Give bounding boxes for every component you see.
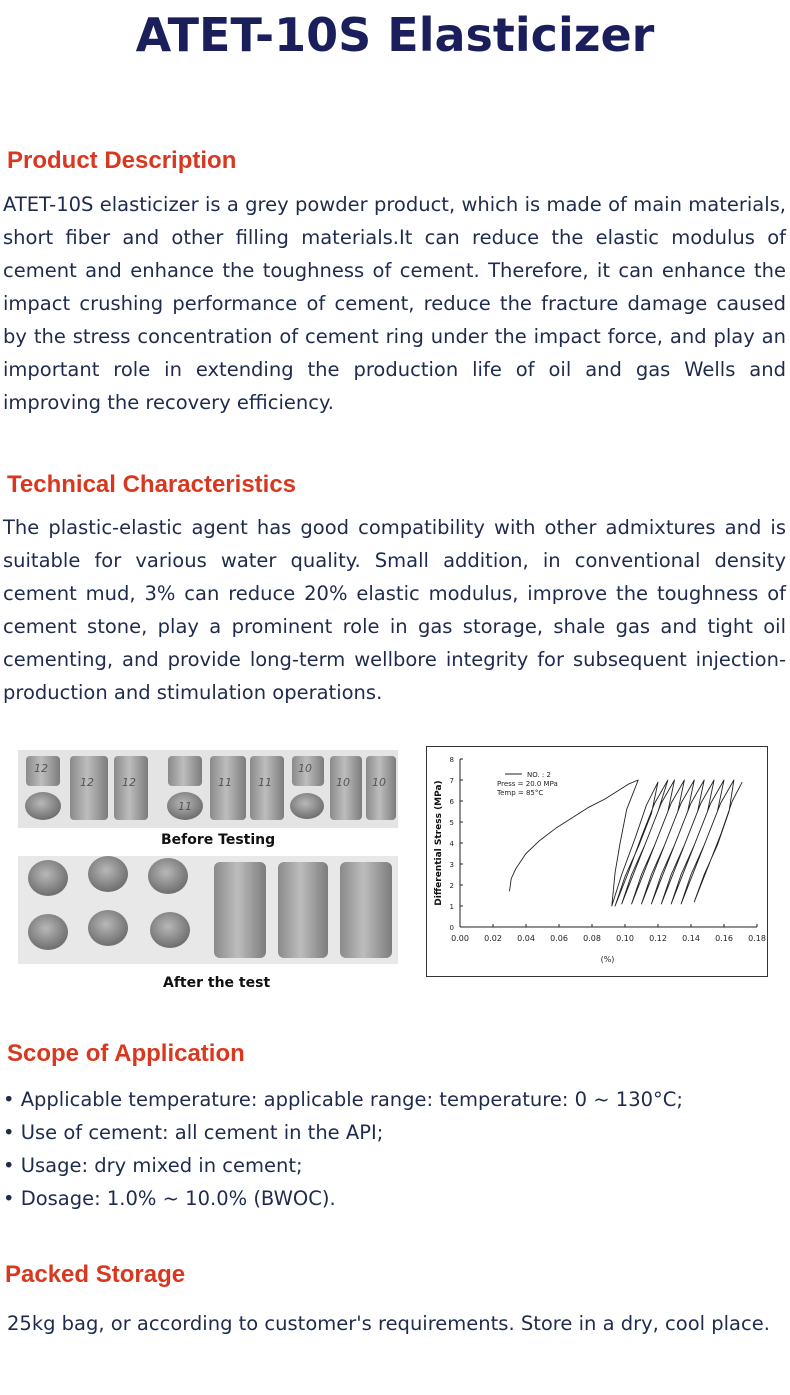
- x-tick-label: 0.14: [682, 934, 700, 943]
- x-axis-label: (%): [600, 955, 615, 964]
- y-axis-label: Differential Stress (MPa): [434, 780, 444, 906]
- x-tick-label: 0.04: [517, 934, 535, 943]
- section-heading-description: Product Description: [7, 147, 237, 174]
- y-tick-label: 2: [449, 882, 454, 890]
- series-line-0: [510, 780, 743, 906]
- legend-entry: NO. : 2: [527, 771, 551, 779]
- x-tick-label: 0.08: [583, 934, 601, 943]
- section-heading-storage: Packed Storage: [5, 1261, 186, 1288]
- section-heading-characteristics: Technical Characteristics: [7, 471, 297, 498]
- sample-label: 10: [372, 776, 386, 789]
- sample-photo-illustration: [18, 746, 398, 996]
- stress-strain-chart: [426, 746, 768, 977]
- y-tick-label: 3: [449, 861, 454, 869]
- characteristics-paragraph: The plastic-elastic agent has good compatibility with other admixtures and is suitable for various water quality. Small addition, in conventional density cement mud, 3% can reduce 20% elastic modulus, improve the toughness of cement stone, play a prominent role in gas storage, shale gas and tight oil cementing, and provide long-term wellbore integrity for subsequent injection-production and stimulation operations.: [3, 516, 786, 704]
- x-tick-label: 0.18: [748, 934, 766, 943]
- list-item: • Usage: dry mixed in cement;: [3, 1149, 786, 1182]
- sample-label: 11: [218, 776, 232, 789]
- sample-label: 12: [122, 776, 136, 789]
- y-tick-label: 8: [449, 756, 454, 764]
- x-tick-label: 0.00: [451, 934, 469, 943]
- sample-photos: [18, 746, 398, 996]
- x-tick-label: 0.06: [550, 934, 568, 943]
- sample-label: 10: [336, 776, 350, 789]
- description-paragraph: ATET-10S elasticizer is a grey powder product, which is made of main materials, short fiber and other filling materials.It can reduce the elastic modulus of cement and enhance the toughness of cement. Therefore, it can enhance the impact crushing performance of cement, reduce the fracture damage caused by the stress concentration of cement ring under the impact force, and play an important role in extending the production life of oil and gas Wells and improving the recovery efficiency.: [3, 193, 786, 414]
- y-tick-label: 5: [449, 819, 454, 827]
- y-tick-label: 4: [449, 840, 454, 848]
- legend-entry: Press = 20.0 MPa: [497, 780, 558, 788]
- x-tick-label: 0.12: [649, 934, 667, 943]
- x-tick-label: 0.02: [484, 934, 502, 943]
- sample-label: 11: [258, 776, 272, 789]
- scope-list: [3, 1083, 786, 1215]
- storage-paragraph: 25kg bag, or according to customer's requirements. Store in a dry, cool place.: [7, 1312, 770, 1335]
- list-item: • Dosage: 1.0% ~ 10.0% (BWOC).: [3, 1182, 786, 1215]
- x-tick-label: 0.10: [616, 934, 634, 943]
- legend-entry: Temp = 85°C: [497, 789, 544, 797]
- after-test-caption: After the test: [163, 975, 271, 991]
- y-tick-label: 7: [449, 777, 454, 785]
- sample-label: 11: [178, 800, 192, 813]
- sample-label: 12: [80, 776, 94, 789]
- y-tick-label: 0: [449, 924, 454, 932]
- y-tick-label: 1: [449, 903, 454, 911]
- list-item: • Use of cement: all cement in the API;: [3, 1116, 786, 1149]
- list-item: • Applicable temperature: applicable range: temperature: 0 ~ 130°C;: [3, 1083, 786, 1116]
- section-heading-scope: Scope of Application: [7, 1040, 245, 1067]
- page-title: ATET-10S Elasticizer: [135, 8, 655, 62]
- y-tick-label: 6: [449, 798, 454, 806]
- chart-svg: [427, 747, 767, 976]
- sample-label: 10: [298, 762, 312, 775]
- sample-label: 12: [34, 762, 48, 775]
- x-tick-label: 0.16: [715, 934, 733, 943]
- before-testing-caption: Before Testing: [161, 832, 276, 848]
